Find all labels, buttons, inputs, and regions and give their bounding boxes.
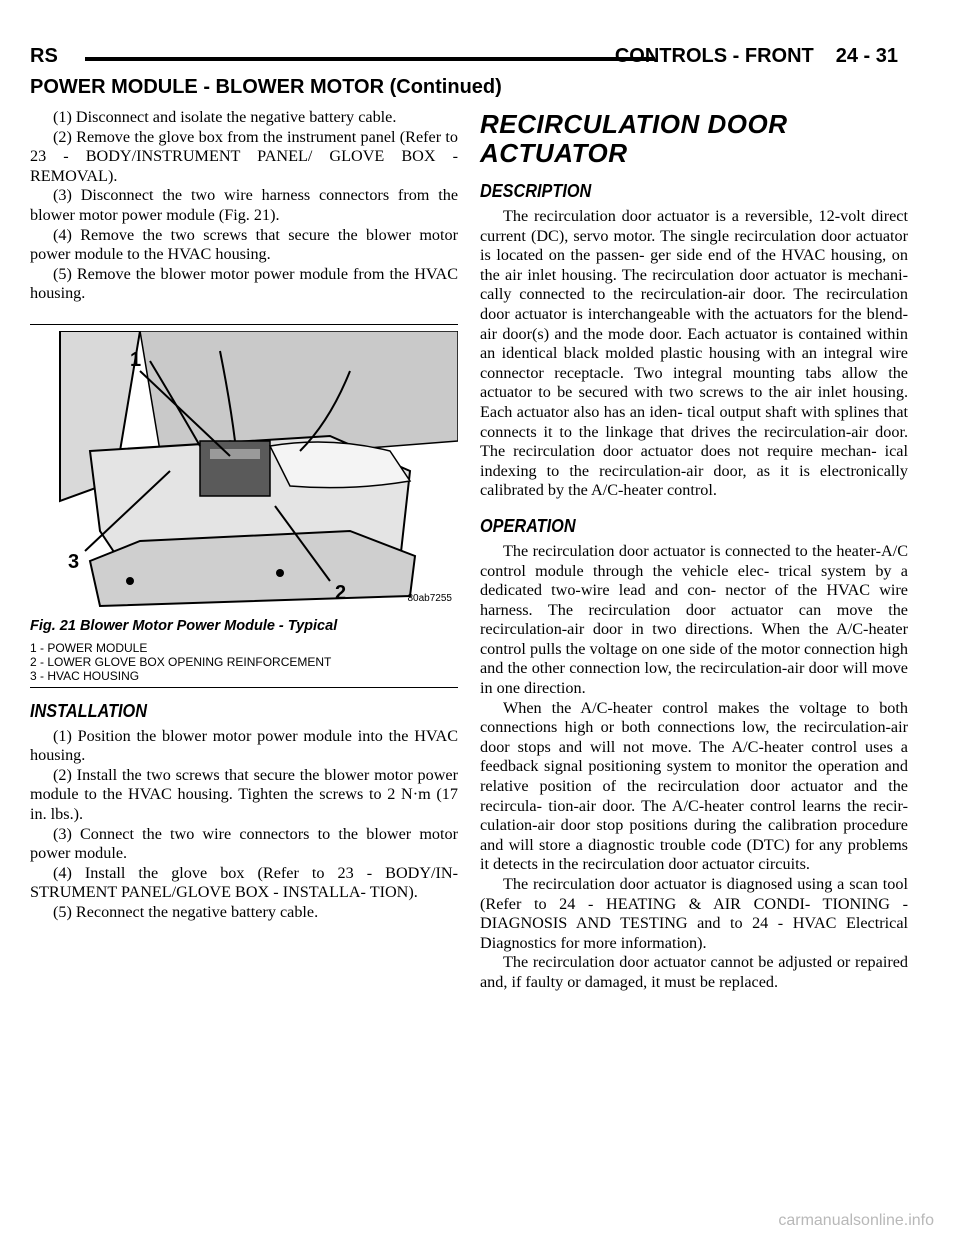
header-right <box>615 45 898 68</box>
removal-step-1: (1) Disconnect and isolate the negative battery cable. <box>53 108 397 126</box>
removal-step-3: (3) Disconnect the two wire harness connectors from the blower motor power module (Fig. 21). <box>30 186 458 224</box>
header-rule <box>85 57 655 61</box>
callout-1: 1 <box>130 348 142 371</box>
figure-21-block <box>30 324 458 688</box>
blower-motor-power-module-figure <box>30 331 458 611</box>
description-heading: DESCRIPTION <box>480 180 592 201</box>
installation-heading: INSTALLATION <box>30 699 147 721</box>
removal-step-2: (2) Remove the glove box from the instrument panel (Refer to 23 - BODY/INSTRUMENT PANEL/ GLOVE BOX - REMOVAL). <box>30 127 458 185</box>
figure-code: 80ab7255 <box>407 593 452 605</box>
installation-step-5: (5) Reconnect the negative battery cable. <box>53 902 319 921</box>
figure-caption: Fig. 21 Blower Motor Power Module - Typical <box>30 617 338 634</box>
upper-housing-shape <box>140 331 458 451</box>
installation-step-3: (3) Connect the two wire connectors to the blower motor power module. <box>30 824 458 863</box>
figure-illustration <box>30 331 458 611</box>
module-fins <box>210 449 260 459</box>
figure-legend <box>30 641 458 683</box>
installation-step-1: (1) Position the blower motor power module into the HVAC housing. <box>30 726 458 765</box>
legend-item-2: 2 - LOWER GLOVE BOX OPENING REINFORCEMENT <box>30 654 332 669</box>
callout-3: 3 <box>68 550 80 573</box>
removal-step-4: (4) Remove the two screws that secure the blower motor power module to the HVAC housing. <box>30 225 458 264</box>
operation-paragraph-3: The recirculation door actuator is diagnosed using a scan tool (Refer to 24 - HEATING & AIR CONDI- TIONING - DIAGNOSIS AND TESTING and to 24 - HVAC Electrical Diagnostics for more information). <box>480 875 908 952</box>
description-paragraph: The recirculation door actuator is a reversible, 12-volt direct current (DC), servo motor. The single recirculation door actuator is located on the passen- ger side end of the HVAC housing, on the air inlet housing. The recirculation door actuator is mechani- cally connected to the recirculation-air door. The recirculation door actuator is interchangeable with the actuators for the blend-air door(s) and the mode door. Each actuator is contained within an identical black molded plastic housing with an integral wire connector receptacle. Two integral mounting tabs allow the actuator to be secured with two screws to the air inlet housing. Each actuator also has an iden- tical output shaft with splines that connects it to the linkage that drives the recirculation-air door. The recirculation door actuator does not require mechan- ical indexing to the recirculation-air door, as it is electronically calibrated by the A/C-heater control. <box>480 207 908 500</box>
header-section: CONTROLS - FRONT <box>614 45 814 67</box>
removal-step-5: (5) Remove the blower motor power module from the HVAC housing. <box>30 264 458 303</box>
screw-mark-1 <box>126 577 134 585</box>
installation-step-4: (4) Install the glove box (Refer to 23 - BODY/IN- STRUMENT PANEL/GLOVE BOX - INSTALLA- TION). <box>30 863 458 902</box>
legend-item-3: 3 - HVAC HOUSING <box>30 668 140 683</box>
installation-steps <box>30 727 458 923</box>
continued-section-title: POWER MODULE - BLOWER MOTOR (Continued) <box>30 76 502 98</box>
page-number: 24 - 31 <box>835 45 898 67</box>
hvac-housing-shape <box>90 531 415 606</box>
left-column <box>30 108 458 922</box>
legend-item-1: 1 - POWER MODULE <box>30 640 148 655</box>
manual-code: RS <box>30 45 58 67</box>
operation-paragraph-2: When the A/C-heater control makes the voltage to both connections high or both connections low, the recirculation-air door stops and will not move. The A/C-heater control uses a feedback signal positioning system to monitor the operation and relative position of the recirculation door actuator and the recircula- tion-air door. The A/C-heater control learns the recir- culation-air door stop positions during the calibration procedure and will store a diagnostic trouble code (DTC) for any problems it detects in the recirculation door actuator circuits. <box>480 698 908 874</box>
installation-step-2: (2) Install the two screws that secure the blower motor power module to the HVAC housing. Tighten the screws to 2 N·m (17 in. lbs.). <box>30 765 458 823</box>
operation-paragraph-1: The recirculation door actuator is connected to the heater-A/C control module through the vehicle elec- trical system by a dedicated two-wire lead and con- nector of the HVAC wire harness. The recirculation door actuator can move the recirculation-air door in two directions. When the A/C-heater control pulls the voltage on one side of the motor connection high and the other connection low, the recirculation-air door will move in one direction. <box>480 541 908 698</box>
right-column <box>480 110 908 993</box>
operation-heading: OPERATION <box>480 514 576 536</box>
operation-body <box>480 542 908 993</box>
operation-paragraph-4: The recirculation door actuator cannot be adjusted or repaired and, if faulty or damaged, it must be replaced. <box>480 953 908 991</box>
watermark-link[interactable]: carmanualsonline.info <box>778 1212 934 1229</box>
screw-mark-2 <box>276 569 284 577</box>
recirculation-door-actuator-title: RECIRCULATION DOOR ACTUATOR <box>480 109 788 168</box>
removal-steps <box>30 108 458 304</box>
description-body <box>480 207 908 501</box>
callout-2: 2 <box>335 581 347 604</box>
